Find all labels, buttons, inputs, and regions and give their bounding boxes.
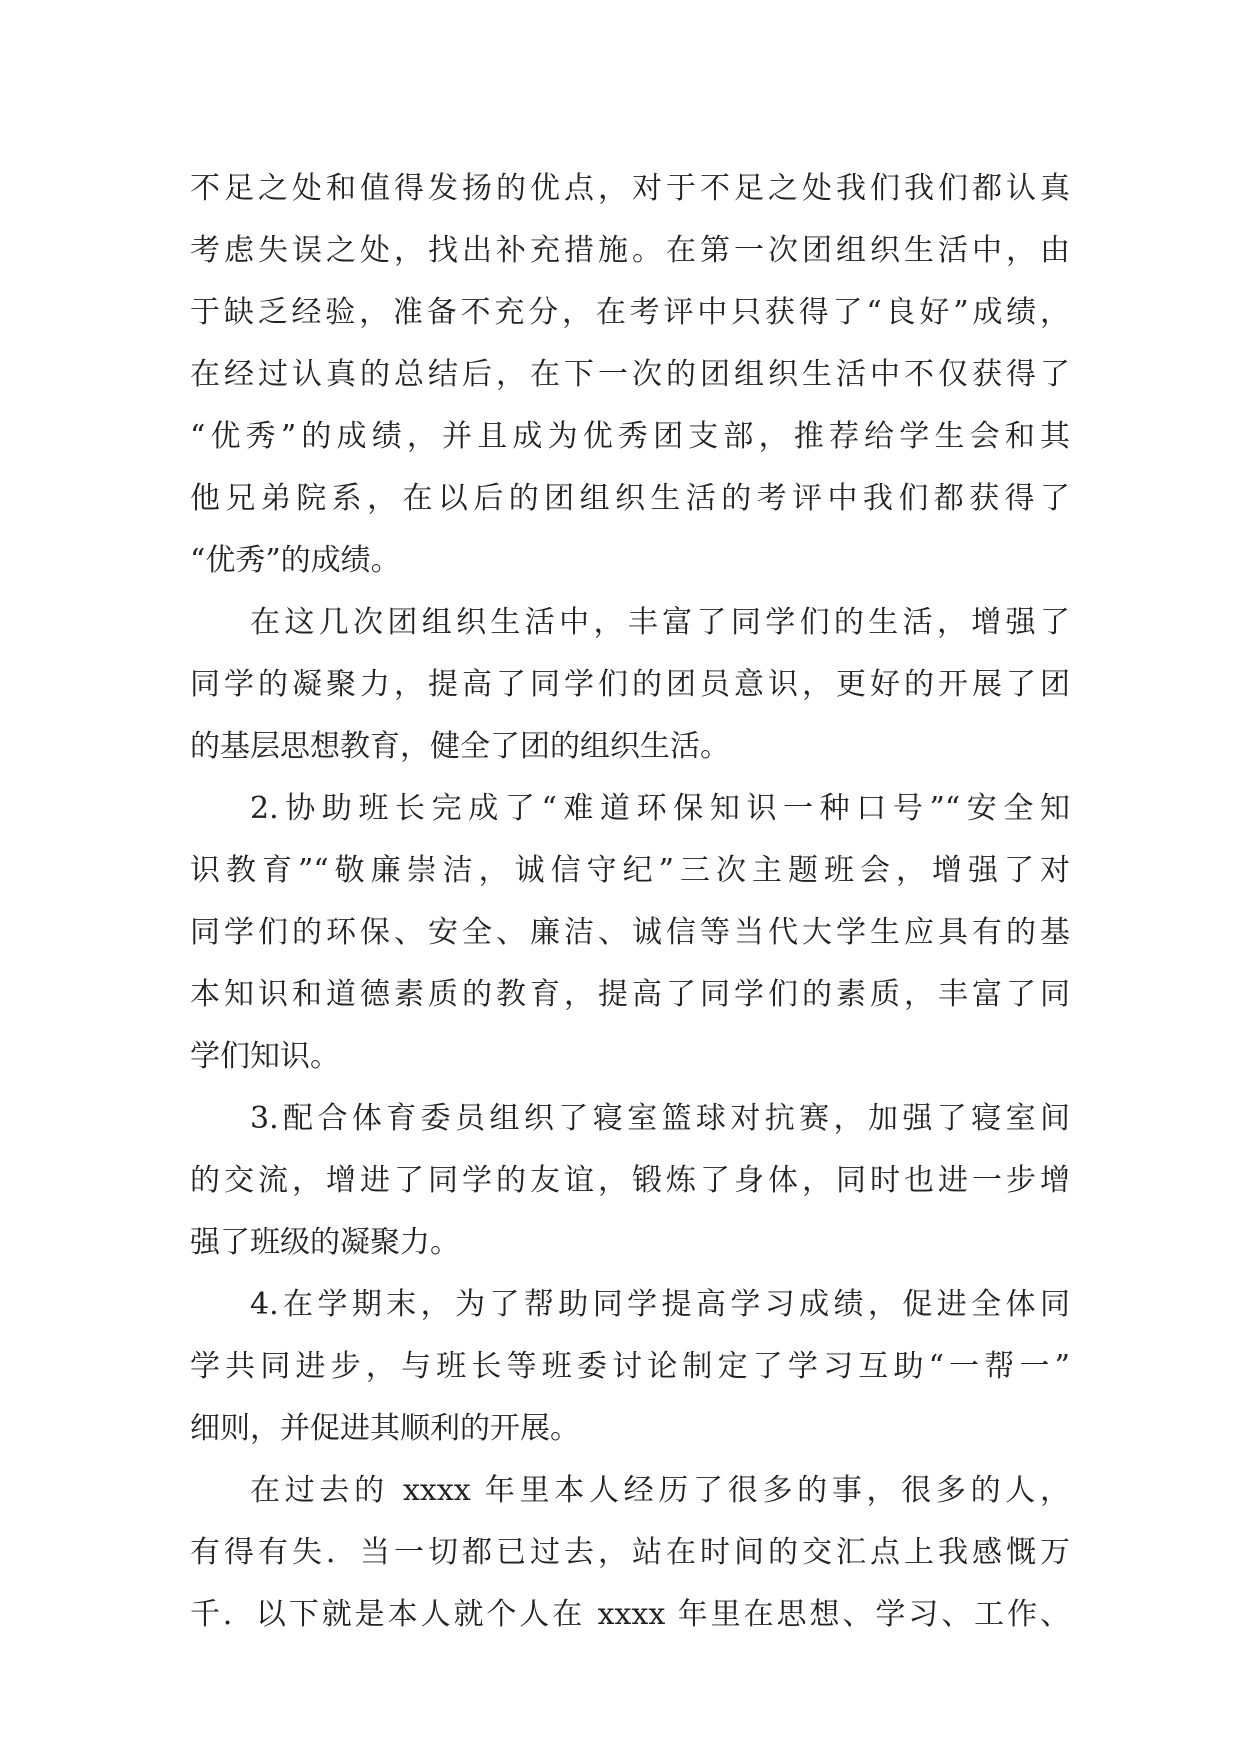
text-line: 有得有失．当一切都已过去，站在时间的交汇点上我感慨万 bbox=[190, 1535, 1070, 1570]
text-line: 在经过认真的总结后，在下一次的团组织生活中不仅获得了 bbox=[190, 357, 1070, 392]
text-line: 识教育”“敬廉崇洁，诚信守纪”三次主题班会，增强了对 bbox=[190, 853, 1070, 888]
text-line: 他兄弟院系，在以后的团组织生活的考评中我们都获得了 bbox=[190, 481, 1070, 516]
text-line: 在这几次团组织生活中，丰富了同学们的生活，增强了 bbox=[250, 605, 1070, 640]
text-line: “优秀”的成绩，并且成为优秀团支部，推荐给学生会和其 bbox=[190, 419, 1070, 454]
text-line: 强了班级的凝聚力。 bbox=[190, 1225, 460, 1260]
text-line: 考虑失误之处，找出补充措施。在第一次团组织生活中，由 bbox=[190, 233, 1070, 268]
text-line: 学共同进步，与班长等班委讨论制定了学习互助“一帮一” bbox=[190, 1349, 1070, 1384]
text-line: 本知识和道德素质的教育，提高了同学们的素质，丰富了同 bbox=[190, 977, 1070, 1012]
text-line: 于缺乏经验，准备不充分，在考评中只获得了“良好”成绩， bbox=[190, 295, 1070, 330]
text-line: 4.在学期末，为了帮助同学提高学习成绩，促进全体同 bbox=[250, 1287, 1070, 1322]
body-text bbox=[190, 158, 1070, 1646]
text-line: 学们知识。 bbox=[190, 1039, 340, 1074]
text-line: “优秀”的成绩。 bbox=[190, 543, 401, 578]
text-line: 在过去的 xxxx 年里本人经历了很多的事，很多的人， bbox=[250, 1473, 1070, 1508]
text-line: 同学们的环保、安全、廉洁、诚信等当代大学生应具有的基 bbox=[190, 915, 1070, 950]
text-line: 2.协助班长完成了“难道环保知识一种口号”“安全知 bbox=[250, 791, 1070, 826]
text-line: 3.配合体育委员组织了寝室篮球对抗赛，加强了寝室间 bbox=[250, 1101, 1070, 1136]
text-line: 不足之处和值得发扬的优点，对于不足之处我们我们都认真 bbox=[190, 171, 1070, 206]
text-line: 同学的凝聚力，提高了同学们的团员意识，更好的开展了团 bbox=[190, 667, 1070, 702]
text-line: 千．以下就是本人就个人在 xxxx 年里在思想、学习、工作、 bbox=[190, 1597, 1070, 1632]
text-line: 的基层思想教育，健全了团的组织生活。 bbox=[190, 729, 730, 764]
text-line: 的交流，增进了同学的友谊，锻炼了身体，同时也进一步增 bbox=[190, 1163, 1070, 1198]
text-line: 细则，并促进其顺利的开展。 bbox=[190, 1411, 580, 1446]
